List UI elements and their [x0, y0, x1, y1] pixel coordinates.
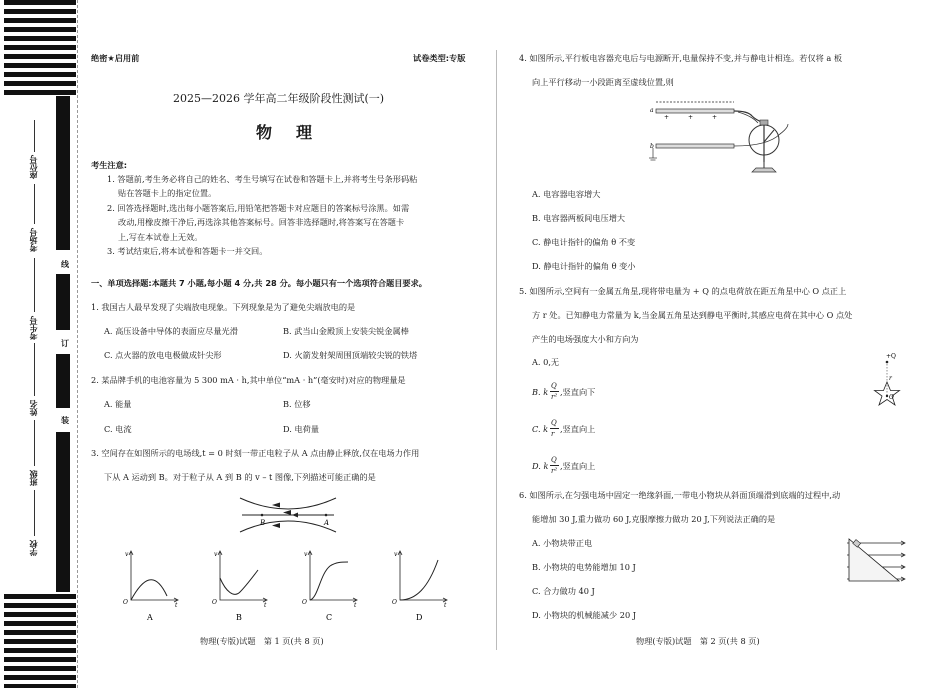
q3-graph-a[interactable]: [119, 548, 181, 624]
q3-graph-b[interactable]: [208, 548, 270, 624]
binding-stripe: [4, 639, 76, 644]
q3-line-1: 3. 空间存在如图所示的电场线,t = 0 时刻一带正电粒子从 A 点由静止释放,仅在电场力作用: [91, 448, 420, 458]
binding-stripe: [4, 63, 76, 68]
graph-axes: [400, 552, 446, 600]
q5-numerator: Q: [551, 419, 557, 427]
graph-axis-arrows: [129, 551, 178, 602]
q6-incline-field-figure: [843, 535, 909, 585]
binding-stripe: [4, 45, 76, 50]
fill-line-seat-number: [34, 120, 35, 152]
svg-text:+: +: [688, 114, 694, 121]
q6-option-b[interactable]: B. 小物块的电势能增加 10 J: [532, 562, 636, 572]
footer-page-1: 物理(专版)试题 第 1 页(共 8 页): [200, 636, 324, 646]
notice-line-1: 1. 答题前,考生务必将自己的姓名、考生号填写在试卷和答题卡上,并将考生号条形码粘: [107, 174, 418, 184]
graph-axis-arrows: [398, 551, 447, 602]
q3-field-lines-figure: [232, 492, 344, 538]
graph-origin-label: O: [302, 599, 307, 606]
fill-line-class: [34, 420, 35, 466]
binding-dashed-line: [77, 0, 78, 688]
q2-option-c[interactable]: C. 电流: [104, 424, 132, 434]
graph-origin-label: O: [392, 599, 397, 606]
notice-line-6: 3. 考试结束后,将本试卷和答题卡一并交回。: [107, 246, 268, 256]
graph-v-label: v: [125, 551, 129, 558]
q5-constant: C. k: [532, 424, 549, 434]
notice-line-4: 改动,用橡皮擦干净后,再选涂其他答案标号。回答非选择题时,将答案写在答题卡: [118, 217, 405, 227]
q4-option-d[interactable]: D. 静电计指针的偏角 θ 变小: [532, 261, 636, 271]
q4-option-b[interactable]: B. 电容器两板间电压增大: [532, 213, 626, 223]
paper-type: 试卷类型:专版: [413, 53, 466, 63]
q4-option-a[interactable]: A. 电容器电容增大: [532, 189, 601, 199]
q5-option-a[interactable]: A. 0,无: [532, 357, 560, 367]
q2-option-d[interactable]: D. 电荷量: [283, 424, 320, 434]
footer-page-2: 物理(专版)试题 第 2 页(共 8 页): [636, 636, 760, 646]
q4-line-2: 向上平行移动一小段距离至虚线位置,则: [532, 77, 674, 87]
q6-line-1: 6. 如图所示,在匀强电场中固定一绝缘斜面,一带电小物块从斜面顶端滑到底端的过程中,动: [519, 490, 841, 500]
q5-line-3: 产生的电场强度大小和方向为: [532, 334, 639, 344]
binding-mark-line: 线: [61, 259, 69, 269]
binding-stripe: [4, 27, 76, 32]
graph-v-label: v: [394, 551, 398, 558]
graph-v-label: v: [214, 551, 218, 558]
q5-direction: ,竖直向下: [560, 387, 596, 397]
notice-line-5: 上,写在本试卷上无效。: [118, 232, 203, 242]
binding-stripe: [4, 9, 76, 14]
q2-option-a[interactable]: A. 能量: [104, 399, 132, 409]
q5-constant: B. k: [532, 387, 549, 397]
q3-point-a: A: [324, 519, 330, 527]
exam-title: 2025—2026 学年高二年级阶段性测试(一): [173, 92, 385, 105]
binding-label-examinee-number: 考生号: [29, 316, 38, 340]
binding-stripe: [4, 90, 76, 95]
graph-t-label: t: [264, 602, 267, 609]
binding-stripe: [4, 648, 76, 653]
graph-origin-label: O: [123, 599, 128, 606]
q4-option-c[interactable]: C. 静电计指针的偏角 θ 不变: [532, 237, 636, 247]
graph-t-label: t: [354, 602, 357, 609]
graph-curve: [131, 580, 167, 600]
binding-label-school: 学校: [29, 540, 38, 556]
graph-option-label: D: [416, 613, 423, 622]
q2-stem: 2. 某品牌手机的电池容量为 5 300 mA · h,其中单位“mA · h”(毫安时)对应的物理量是: [91, 375, 406, 385]
q5-numerator: Q: [551, 456, 557, 464]
q3-point-b: B: [260, 519, 266, 527]
graph-curve: [220, 570, 258, 594]
q1-option-c[interactable]: C. 点火器的放电电极做成针尖形: [104, 350, 222, 360]
q1-stem: 1. 我国古人最早发现了尖端放电现象。下列现象是为了避免尖端放电的是: [91, 302, 356, 312]
graph-t-label: t: [444, 602, 447, 609]
q5-direction: ,竖直向上: [560, 424, 596, 434]
binding-stripe: [4, 684, 76, 688]
q6-option-a[interactable]: A. 小物块带正电: [532, 538, 593, 548]
q5-direction: ,竖直向上: [560, 461, 596, 471]
q2-option-b[interactable]: B. 位移: [283, 399, 311, 409]
graph-v-label: v: [304, 551, 308, 558]
q6-option-c[interactable]: C. 合力做功 40 J: [532, 586, 595, 596]
q5-constant: D. k: [532, 461, 549, 471]
graph-axes: [310, 552, 356, 600]
binding-stripe: [4, 81, 76, 86]
graph-axes: [220, 552, 266, 600]
fill-line-name: [34, 343, 35, 396]
binding-stripe: [4, 666, 76, 671]
binding-stripe: [4, 675, 76, 680]
binding-label-name: 姓名: [29, 400, 38, 416]
q4-plate-b: b: [650, 143, 654, 150]
q5-denominator: r²: [551, 393, 558, 401]
q5-center-label: O: [889, 394, 894, 401]
fill-line-examinee-number: [34, 258, 35, 312]
binding-stripe: [4, 54, 76, 59]
binding-label-room-number: 考场号: [29, 228, 38, 252]
q4-line-1: 4. 如图所示,平行板电容器充电后与电源断开,电量保持不变,并与静电计相连。若仅将 a 板: [519, 53, 843, 63]
notice-line-3: 2. 回答选择题时,选出每小题答案后,用铅笔把答题卡对应题目的答案标号涂黑。如需: [107, 203, 410, 213]
section-1-heading: 一、单项选择题:本题共 7 小题,每小题 4 分,共 28 分。每小题只有一个选项符合题目要求。: [91, 278, 427, 288]
graph-axis-arrows: [218, 551, 267, 602]
confidential-mark: 绝密★启用前: [91, 53, 140, 63]
binding-stripe: [4, 18, 76, 23]
graph-t-label: t: [175, 602, 178, 609]
q6-option-d[interactable]: D. 小物块的机械能减少 20 J: [532, 610, 637, 620]
binding-mark-staple: 订: [61, 338, 69, 348]
notice-heading: 考生注意:: [91, 160, 128, 170]
q6-line-2: 能增加 30 J,重力做功 60 J,克服摩擦力做功 20 J,下列说法正确的是: [532, 514, 776, 524]
q1-option-d[interactable]: D. 火箭发射架周围顶端较尖锐的铁塔: [283, 350, 418, 360]
q3-graph-d[interactable]: [388, 548, 450, 624]
q4-capacitor-electroscope-figure: [648, 94, 808, 184]
fill-line-school: [34, 490, 35, 536]
graph-axes: [131, 552, 177, 600]
q1-option-a[interactable]: A. 高压设备中导体的表面应尽量光滑: [104, 326, 238, 336]
binding-stripe: [4, 657, 76, 662]
q3-line-2: 下从 A 运动到 B。对于粒子从 A 到 B 的 v – t 图像,下列描述可能正确的是: [104, 472, 376, 482]
graph-origin-label: O: [212, 599, 217, 606]
q5-star-figure: [870, 352, 910, 418]
q5-line-2: 方 r 处。已知静电力常量为 k,当金属五角星达到静电平衡时,其感应电荷在其中心 O 点处: [532, 310, 853, 320]
notice-line-2: 贴在答题卡上的指定位置。: [118, 188, 217, 198]
binding-stripe: [4, 621, 76, 626]
q5-distance-label: r: [889, 375, 892, 382]
graph-curve: [400, 560, 438, 600]
binding-stripe: [4, 630, 76, 635]
graph-option-label: C: [326, 613, 333, 622]
binding-stripe: [4, 603, 76, 608]
svg-text:+: +: [664, 114, 670, 121]
svg-text:+: +: [712, 114, 718, 121]
page-divider: [496, 50, 497, 650]
q5-denominator: r: [551, 430, 555, 438]
binding-stripe: [4, 36, 76, 41]
binding-stripe: [4, 72, 76, 77]
q3-graph-c[interactable]: [298, 548, 360, 624]
q5-charge-label: +Q: [886, 353, 896, 360]
binding-label-seat-number: 座位号: [29, 155, 38, 179]
binding-stripe: [4, 612, 76, 617]
binding-stripe: [4, 0, 76, 5]
binding-label-class: 班级: [29, 470, 38, 486]
q5-numerator: Q: [551, 382, 557, 390]
q5-line-1: 5. 如图所示,空间有一金属五角星,现将带电量为 + Q 的点电荷放在距五角星中心 O 点正上: [519, 286, 847, 296]
q5-denominator: r²: [551, 467, 558, 475]
q1-option-b[interactable]: B. 武当山金殿顶上安装尖锐金属棒: [283, 326, 409, 336]
subject-title: 物 理: [256, 123, 317, 142]
binding-mark-bind: 装: [61, 415, 69, 425]
binding-stripe: [4, 594, 76, 599]
graph-option-label: B: [236, 613, 242, 622]
q4-plate-a: a: [650, 107, 654, 114]
graph-option-label: A: [147, 613, 153, 622]
fill-line-room-number: [34, 184, 35, 224]
graph-curve: [310, 562, 348, 600]
